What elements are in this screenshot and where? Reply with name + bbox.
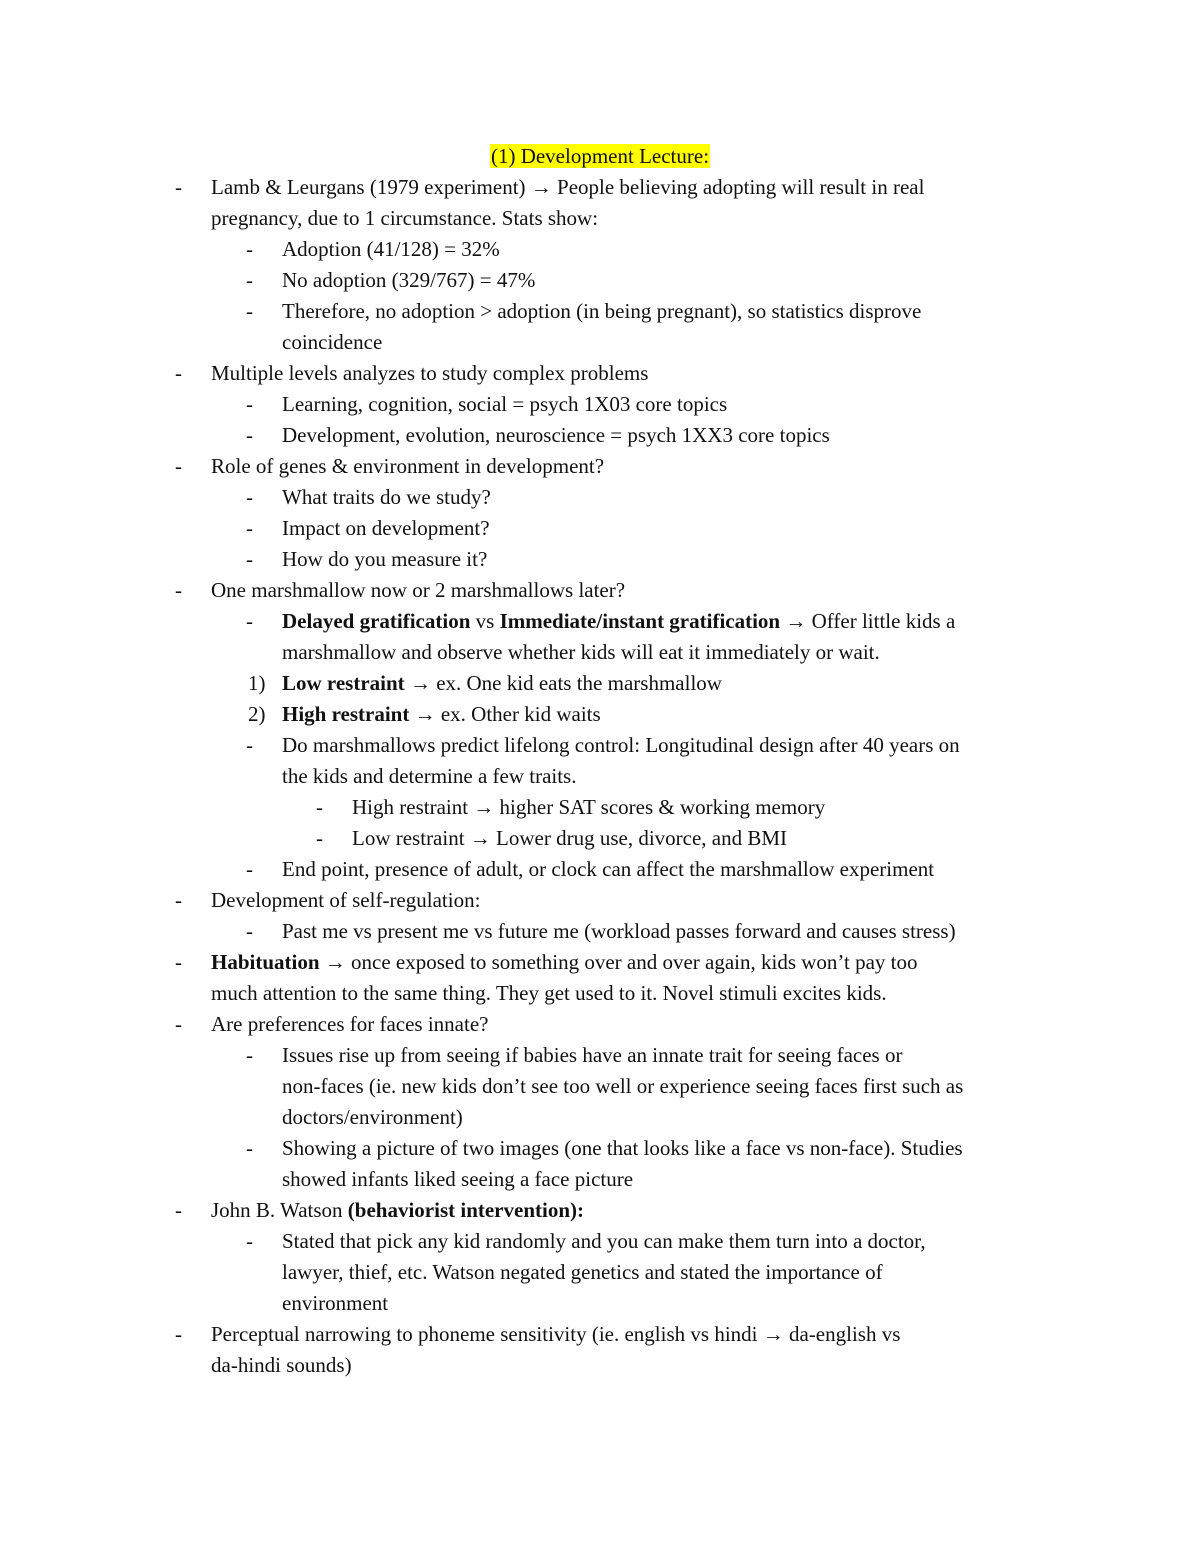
note-line [282, 327, 382, 358]
note-text: How do you measure it? [282, 547, 488, 571]
note-text: High restraint → higher SAT scores & working memory [352, 795, 826, 819]
list-number: 1) [248, 671, 266, 695]
note-text: → once exposed to something over and over again, kids won’t pay too [319, 950, 918, 974]
note-line [282, 389, 727, 420]
note-text: Issues rise up from seeing if babies have an innate trait for seeing faces or [282, 1043, 903, 1067]
bullet-marker: - [175, 454, 182, 478]
note-text: da-hindi sounds) [211, 1353, 352, 1377]
note-line [282, 1257, 883, 1288]
bullet-marker: - [175, 1012, 182, 1036]
list-number: 2) [248, 702, 266, 726]
note-line [282, 544, 487, 575]
note-line [211, 358, 648, 389]
page-title: (1) Development Lecture: [490, 144, 710, 168]
bullet-marker: - [175, 175, 182, 199]
note-text: coincidence [282, 330, 383, 354]
note-line [282, 1040, 902, 1071]
note-text: Perceptual narrowing to phoneme sensitivity (ie. english vs hindi → da-english vs [211, 1322, 901, 1346]
bold-term: Low restraint [282, 671, 405, 695]
note-line [282, 1102, 463, 1133]
note-line [282, 606, 955, 637]
note-line [211, 1319, 900, 1350]
bullet-marker: - [316, 795, 323, 819]
note-text: End point, presence of adult, or clock can affect the marshmallow experiment [282, 857, 935, 881]
bullet-marker: - [246, 268, 253, 292]
bullet-marker: - [246, 516, 253, 540]
note-text: the kids and determine a few traits. [282, 764, 577, 788]
bullet-marker: - [175, 1198, 182, 1222]
note-text: vs [470, 609, 500, 633]
bullet-marker: - [246, 1043, 253, 1067]
note-text: lawyer, thief, etc. Watson negated genetics and stated the importance of [282, 1260, 883, 1284]
bullet-marker: - [246, 1136, 253, 1160]
note-line [282, 761, 576, 792]
bullet-marker: - [316, 826, 323, 850]
note-line [282, 1071, 963, 1102]
note-text: Role of genes & environment in development? [211, 454, 605, 478]
note-text: Multiple levels analyzes to study complex problems [211, 361, 649, 385]
bold-term: Immediate/instant gratification [499, 609, 781, 633]
bullet-marker: - [246, 299, 253, 323]
bullet-marker: - [175, 888, 182, 912]
note-text: Lamb & Leurgans (1979 experiment) → People believing adopting will result in real [211, 175, 925, 199]
note-text: non-faces (ie. new kids don’t see too well or experience seeing faces first such as [282, 1074, 964, 1098]
note-line [282, 668, 722, 699]
note-line [352, 792, 825, 823]
note-text: showed infants liked seeing a face picture [282, 1167, 634, 1191]
bullet-marker: - [175, 1322, 182, 1346]
note-line [282, 730, 960, 761]
note-text: Development of self-regulation: [211, 888, 481, 912]
note-line [282, 482, 491, 513]
note-text: → ex. Other kid waits [409, 702, 601, 726]
note-text: much attention to the same thing. They get used to it. Novel stimuli excites kids. [211, 981, 887, 1005]
note-line [211, 172, 924, 203]
note-text: No adoption (329/767) = 47% [282, 268, 536, 292]
note-text: Are preferences for faces innate? [211, 1012, 489, 1036]
note-line [211, 203, 598, 234]
bullet-marker: - [246, 733, 253, 757]
note-line [282, 1164, 633, 1195]
note-line [352, 823, 787, 854]
note-text: Development, evolution, neuroscience = psych 1XX3 core topics [282, 423, 830, 447]
note-text: Showing a picture of two images (one that looks like a face vs non-face). Studies [282, 1136, 963, 1160]
bullet-marker: - [246, 237, 253, 261]
note-text: Stated that pick any kid randomly and you can make them turn into a doctor, [282, 1229, 926, 1253]
note-text: Adoption (41/128) = 32% [282, 237, 500, 261]
note-line [282, 916, 956, 947]
note-text: doctors/environment) [282, 1105, 463, 1129]
bullet-marker: - [175, 361, 182, 385]
bold-term: Habituation [211, 950, 320, 974]
bullet-marker: - [175, 950, 182, 974]
note-line [282, 234, 500, 265]
note-line [282, 699, 601, 730]
note-text: → Offer little kids a [780, 609, 956, 633]
bold-term: (behaviorist intervention): [347, 1198, 585, 1222]
note-text: Learning, cognition, social = psych 1X03 core topics [282, 392, 728, 416]
bullet-marker: - [246, 547, 253, 571]
note-text: John B. Watson [211, 1198, 348, 1222]
note-line [282, 1133, 963, 1164]
bullet-marker: - [175, 578, 182, 602]
bullet-marker: - [246, 609, 253, 633]
note-line [282, 420, 830, 451]
note-text: Impact on development? [282, 516, 490, 540]
note-line [282, 1288, 388, 1319]
note-line [211, 978, 887, 1009]
note-text: pregnancy, due to 1 circumstance. Stats show: [211, 206, 599, 230]
note-line [211, 1009, 488, 1040]
note-line [211, 575, 625, 606]
note-text: → ex. One kid eats the marshmallow [404, 671, 722, 695]
note-line [211, 885, 480, 916]
note-line [282, 854, 934, 885]
note-text: Do marshmallows predict lifelong control: Longitudinal design after 40 years on [282, 733, 960, 757]
bullet-marker: - [246, 423, 253, 447]
bullet-marker: - [246, 857, 253, 881]
note-text: marshmallow and observe whether kids will eat it immediately or wait. [282, 640, 880, 664]
note-line [282, 296, 921, 327]
note-text: What traits do we study? [282, 485, 491, 509]
note-line [282, 265, 535, 296]
note-line [211, 1195, 584, 1226]
note-text: Therefore, no adoption > adoption (in being pregnant), so statistics disprove [282, 299, 922, 323]
note-line [211, 1350, 352, 1381]
note-line [211, 451, 604, 482]
note-text: One marshmallow now or 2 marshmallows later? [211, 578, 626, 602]
bullet-marker: - [246, 485, 253, 509]
note-line [282, 1226, 926, 1257]
bullet-marker: - [246, 392, 253, 416]
note-text: environment [282, 1291, 389, 1315]
note-text: Low restraint → Lower drug use, divorce, and BMI [352, 826, 788, 850]
bold-term: High restraint [282, 702, 410, 726]
title-row [0, 141, 1200, 172]
note-line [211, 947, 918, 978]
note-line [282, 513, 490, 544]
bullet-marker: - [246, 1229, 253, 1253]
bold-term: Delayed gratification [282, 609, 471, 633]
bullet-marker: - [246, 919, 253, 943]
note-text: Past me vs present me vs future me (workload passes forward and causes stress) [282, 919, 956, 943]
note-line [282, 637, 880, 668]
